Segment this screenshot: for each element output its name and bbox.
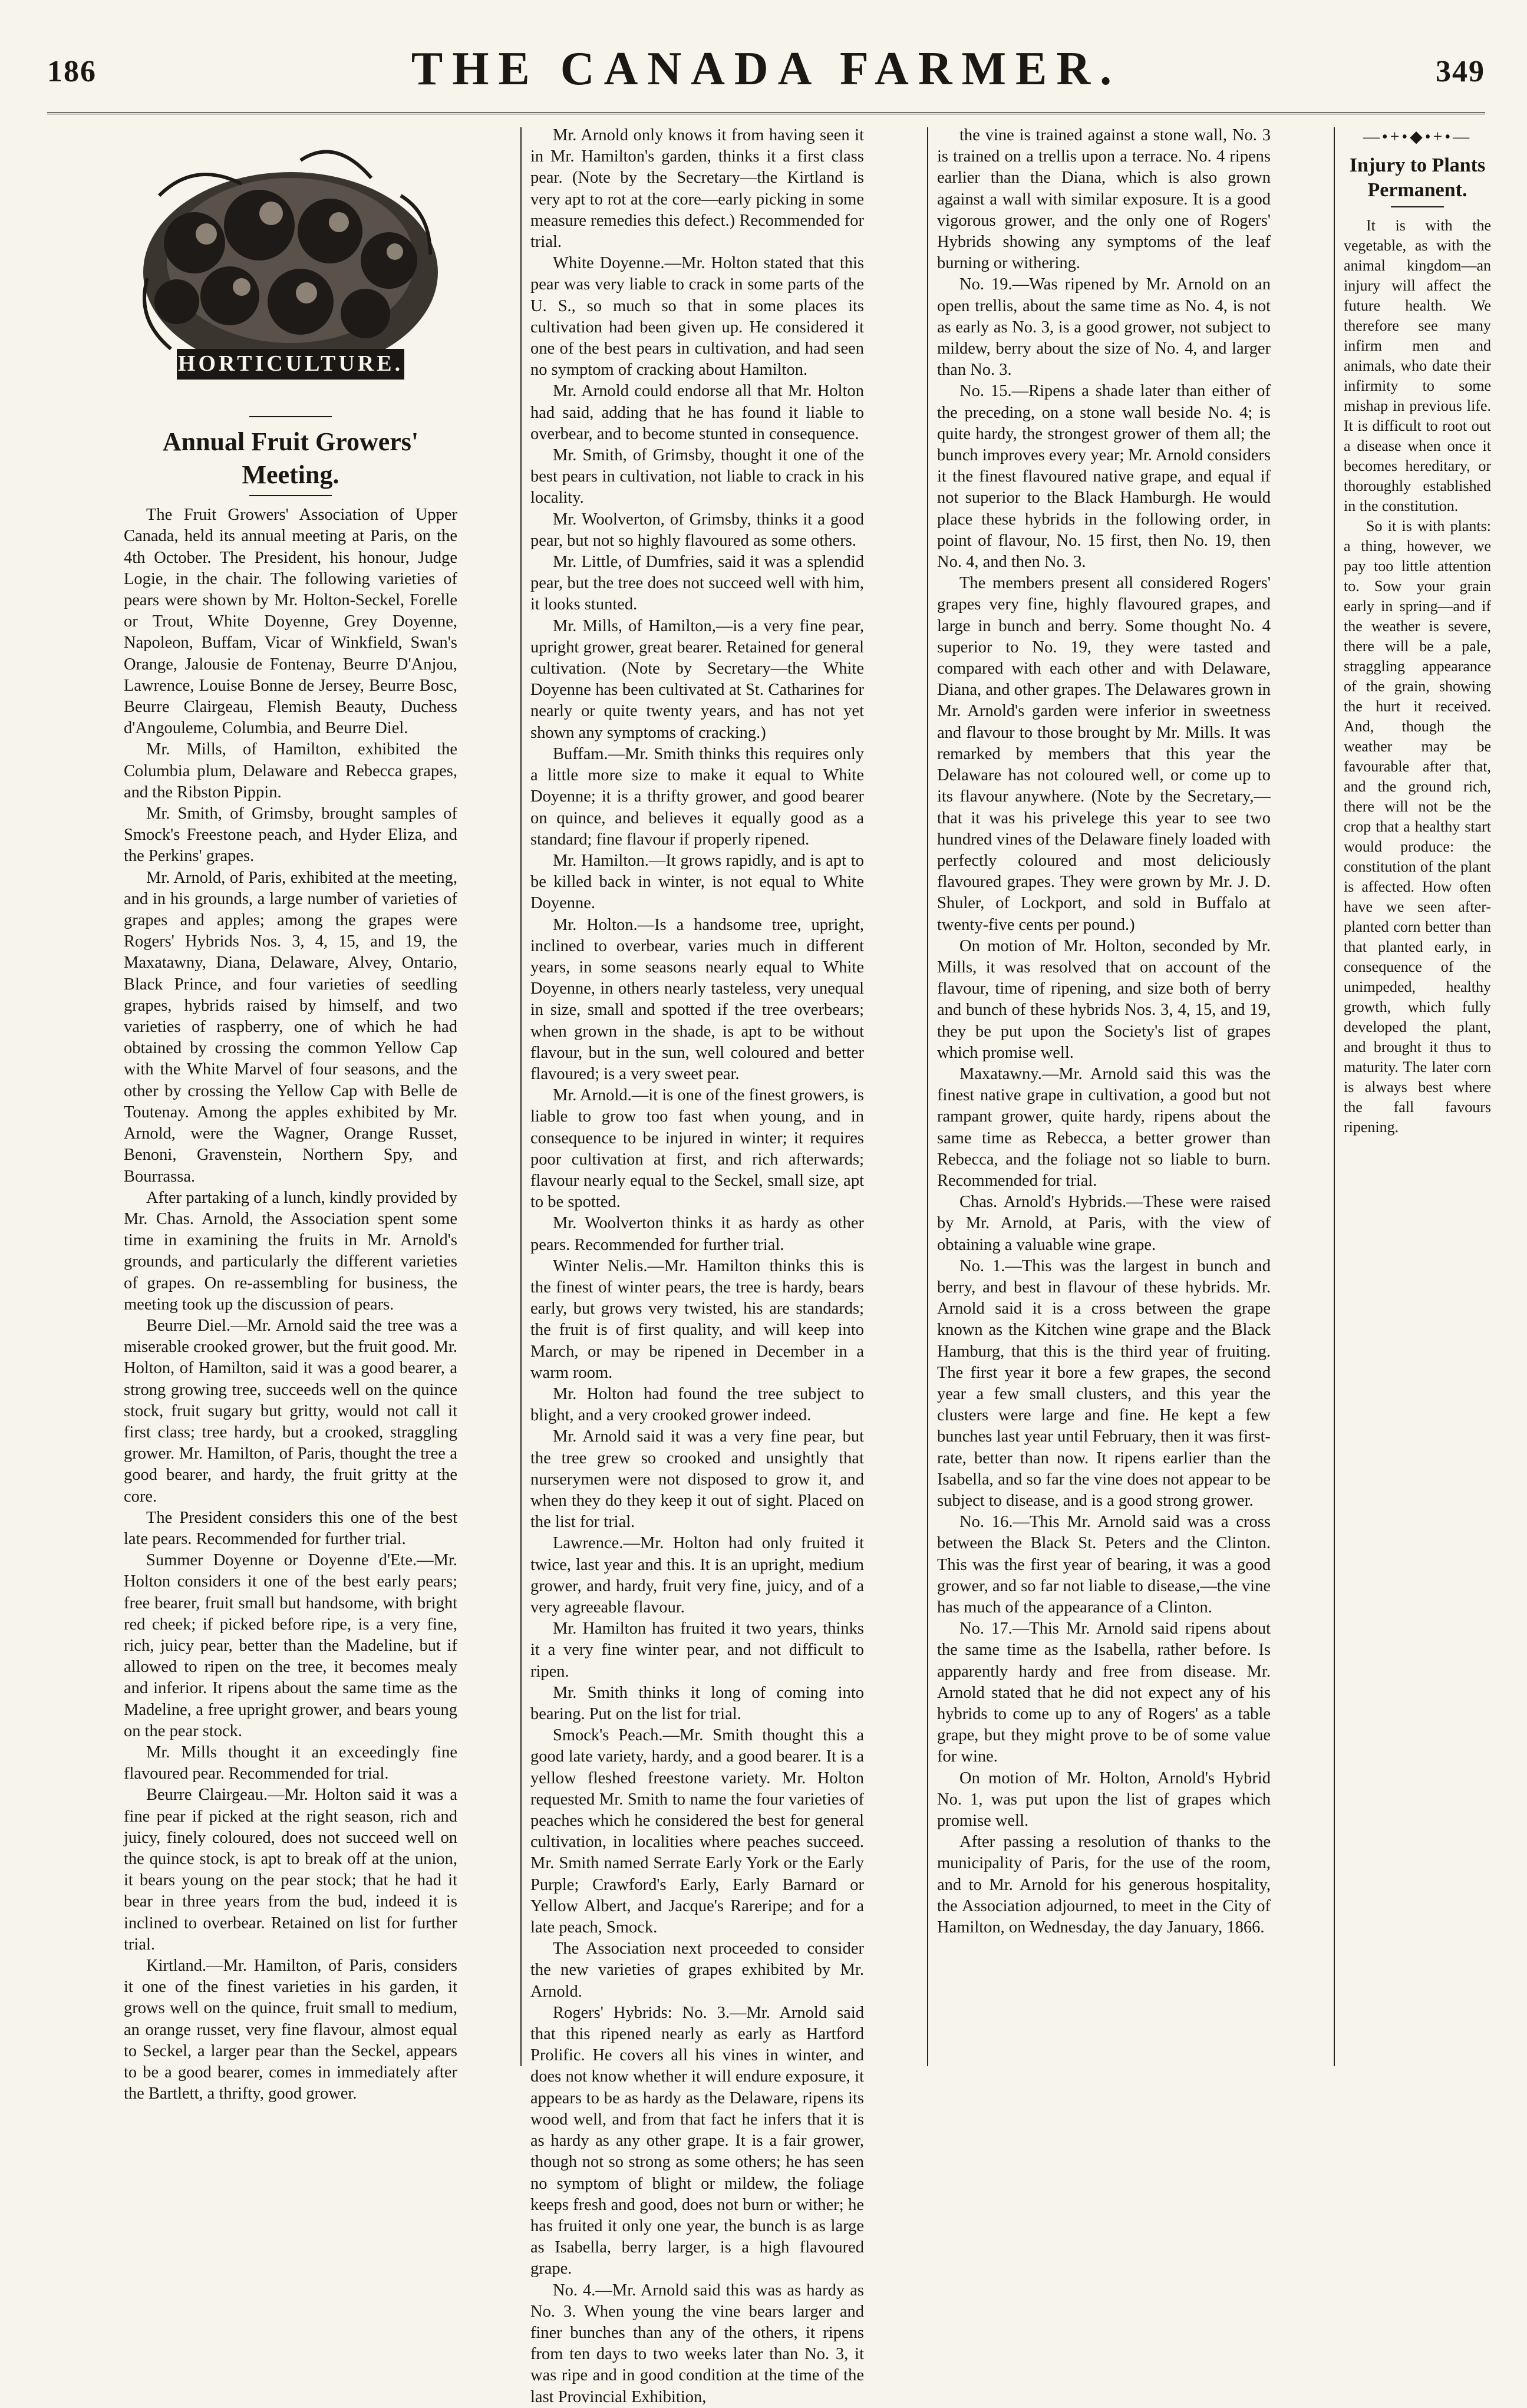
- article-paragraph: No. 16.—This Mr. Arnold said was a cross between the Black St. Peters and the Clinton. This was the first year of bearing, it was a good grower, and so far not liable to disease,—the vine has much of the appearance of a Clinton.: [937, 1513, 1271, 1617]
- article-paragraph: Mr. Smith thinks it long of coming into bearing. Put on the list for trial.: [530, 1683, 864, 1724]
- article-paragraph: Mr. Little, of Dumfries, said it was a splendid pear, but the tree does not succeed well with him, it looks stunted.: [530, 553, 864, 614]
- article-paragraph: The members present all considered Rogers' grapes very fine, highly flavoured grapes, and large in bunch and berry. Some thought No. 4 superior to No. 19, they were tasted and compared with each other and with Delaware, Diana, and other grapes. The Delawares grown in Mr. Arnold's garden were inferior in sweetness and flavour to those brought by Mr. Mills. It was remarked by members that this year the Delaware has not coloured well, or come up to its flavour anywhere. (Note by the Secretary,—that it was his privelege this year to see two hundred vines of the Delaware finely loaded with perfectly coloured and most deliciously flavoured grapes. They were grown by Mr. J. D. Shuler, of Lockport, and sold in Buffalo at twenty-five cents per pound.): [937, 574, 1271, 934]
- article-paragraph: The President considers this one of the best late pears. Recommended for further trial.: [124, 1508, 457, 1548]
- page-date-fragment: 186: [47, 55, 97, 88]
- article-paragraph: So it is with plants: a thing, however, we pay too little attention to. Sow your grain early in spring—and if the weather is severe, there will be a pale, straggling appearance of the grain, showing the hurt it received. And, though the weather may be favourable after that, and the ground rich, there will not be the crop that a healthy start would produce: the constitution of the plant is affected. How often have we seen after-planted corn better than that planted early, in consequence of the unimpeded, healthy growth, which fully developed the plant, and brought it thus to maturity. The later corn is always best where the fall favours ripening.: [1344, 517, 1491, 1136]
- article-paragraph: After partaking of a lunch, kindly provided by Mr. Chas. Arnold, the Association spent some time in examining the fruits in Mr. Arnold's grounds, and particularly the different varieties of grapes. On re-assembling for business, the meeting took up the discussion of pears.: [124, 1188, 457, 1314]
- article-paragraph: No. 1.—This was the largest in bunch and berry, and best in flavour of these hybrids. Mr. Arnold said it is a cross between the grape known as the Kitchen wine grape and the Black Hamburg, that this is the third year of fruiting. The first year it bore a few grapes, the second year a few small clusters, and this year the clusters were large and fine. He kept a few bunches last year until February, then it was first-rate, better than now. It ripens earlier than the Isabella, and so far the vine does not appear to be subject to disease, and is a good strong grower.: [937, 1256, 1271, 1510]
- article-heading: Annual Fruit Growers' Meeting.: [162, 427, 419, 490]
- article-heading: Injury to Plants Permanent.: [1349, 154, 1486, 201]
- article-paragraph: Mr. Mills thought it an exceedingly fine flavoured pear. Recommended for trial.: [124, 1743, 457, 1783]
- article-paragraph: Summer Doyenne or Doyenne d'Ete.—Mr. Holton considers it one of the best early pears; free bearer, fruit small but handsome, with bright red cheek; if picked before ripe, is a very fine, rich, juicy pear, better than the Madeline, but if allowed to ripen on the tree, it becomes mealy and inferior. It ripens about the same time as the Madeline, a free upright grower, and bears young on the pear stock.: [124, 1551, 457, 1740]
- article-paragraph: Mr. Hamilton.—It grows rapidly, and is apt to be killed back in winter, is not equal to White Doyenne.: [530, 851, 864, 913]
- column-divider: [1334, 127, 1335, 2066]
- column-divider: [520, 127, 522, 2066]
- article-paragraph: No. 15.—Ripens a shade later than either of the preceding, on a stone wall beside No. 4; is quite hardy, the strongest grower of them all; the bunch improves every year; Mr. Arnold considers it the finest flavoured native grape, and equal if not superior to the Black Hamburgh. He would place these hybrids in the following order, in point of flavour, No. 15 first, then No. 19, then No. 4, and then No. 3.: [937, 382, 1271, 572]
- article-paragraph: Mr. Woolverton, of Grimsby, thinks it a good pear, but not so highly flavoured as some others.: [530, 510, 864, 550]
- horticulture-vignette: [124, 125, 457, 402]
- article-paragraph: Mr. Arnold.—it is one of the finest growers, is liable to grow too fast when young, and in consequence to be injured in winter; it requires poor cultivation at first, and rich afterwards; flavour nearly equal to the Seckel, small size, apt to be spotted.: [530, 1086, 864, 1212]
- column-2: [530, 125, 864, 2406]
- article-paragraph: Mr. Smith, of Grimsby, thought it one of the best pears in cultivation, not liable to crack in his locality.: [530, 446, 864, 507]
- article-paragraph: No. 19.—Was ripened by Mr. Arnold on an open trellis, about the same time as No. 4, is not as early as No. 3, is a good grower, not subject to mildew, berry about the size of No. 4, and larger than No. 3.: [937, 275, 1271, 380]
- article-paragraph: Mr. Mills, of Hamilton,—is a very fine pear, upright grower, great bearer. Retained for general cultivation. (Note by Secretary—the White Doyenne has been cultivated at St. Catharines for nearly or quite twenty years, and has not yet shown any symptoms of cracking.): [530, 616, 864, 742]
- column-3: [937, 125, 1271, 2070]
- page-number: 349: [1436, 55, 1485, 88]
- article-paragraph: No. 4.—Mr. Arnold said this was as hardy as No. 3. When young the vine bears larger and finer bunches than any of the others, it ripens from ten days to two weeks later than No. 3, it was ripe and in good condition at the time of the last Provincial Exhibition,: [530, 2281, 864, 2406]
- article-paragraph: Mr. Smith, of Grimsby, brought samples of Smock's Freestone peach, and Hyder Eliza, and the Perkins' grapes.: [124, 804, 457, 866]
- article-paragraph: Chas. Arnold's Hybrids.—These were raised by Mr. Arnold, at Paris, with the view of obtaining a valuable wine grape.: [937, 1193, 1271, 1254]
- article-paragraph: Mr. Mills, of Hamilton, exhibited the Columbia plum, Delaware and Rebecca grapes, and the Ribston Pippin.: [124, 740, 457, 801]
- article-paragraph: Mr. Holton had found the tree subject to blight, and a very crooked grower indeed.: [530, 1384, 864, 1425]
- article-paragraph: Beurre Clairgeau.—Mr. Holton said it was a fine pear if picked at the right season, rich and juicy, finely coloured, does not succeed well on the quince stock, is apt to break off at the union, it bears young on the pear stock; that he had it bear in three years from the bud, indeed it is inclined to overbear. Retained on list for further trial.: [124, 1786, 457, 1954]
- article-paragraph: Maxatawny.—Mr. Arnold said this was the finest native grape in cultivation, a good but not rampant grower, quite hardy, ripens about the same time as Rebecca, a better grower than Rebecca, and the foliage not so liable to burn. Recommended for trial.: [937, 1064, 1271, 1190]
- article-paragraph: Kirtland.—Mr. Hamilton, of Paris, considers it one of the finest varieties in his garden, it grows well on the quince, fruit small to medium, an orange russet, very fine flavour, almost equal to Seckel, a larger pear than the Seckel, appears to be a good bearer, comes in immediately after the Bartlett, a thrifty, good grower.: [124, 1957, 457, 2103]
- masthead-rule: [47, 112, 1485, 114]
- article-paragraph: Mr. Arnold said it was a very fine pear, but the tree grew so crooked and unsightly that nurserymen were not disposed to grow it, and when they do they keep it out of sight. Placed on the list for trial.: [530, 1427, 864, 1532]
- newspaper-title: THE CANADA FARMER.: [411, 43, 1122, 95]
- article-paragraph: The Association next proceeded to consider the new varieties of grapes exhibited by Mr. Arnold.: [530, 1939, 864, 2001]
- heading-rule: [249, 495, 332, 496]
- article-paragraph: It is with the vegetable, as with the animal kingdom—an injury will affect the future health. We therefore see many infirm men and animals, who date their infirmity to some mishap in previous life. It is difficult to root out a disease when once it becomes hereditary, or thoroughly established in the constitution.: [1344, 217, 1491, 514]
- article-paragraph: After passing a resolution of thanks to the municipality of Paris, for the use of the room, and to Mr. Arnold for his generous hospitality, the Association adjourned, to meet in the City of Hamilton, on Wednesday, the day January, 1866.: [937, 1833, 1271, 1937]
- article-paragraph: Lawrence.—Mr. Holton had only fruited it twice, last year and this. It is an upright, medium grower, and hardy, fruit very fine, juicy, and of a very agreeable flavour.: [530, 1534, 864, 1617]
- article-paragraph: Buffam.—Mr. Smith thinks this requires only a little more size to make it equal to White Doyenne; it is a thrifty grower, and good bearer on quince, and believes it equally good as a standard; fine flavour if properly ripened.: [530, 744, 864, 849]
- article-paragraph: Mr. Hamilton has fruited it two years, thinks it a very fine winter pear, and not difficult to ripen.: [530, 1619, 864, 1681]
- column-1: [124, 125, 457, 2103]
- article-paragraph: The Fruit Growers' Association of Upper Canada, held its annual meeting at Paris, on the 4th October. The President, his honour, Judge Logie, in the chair. The following varieties of pears were shown by Mr. Holton-Seckel, Forelle or Trout, White Doyenne, Grey Doyenne, Napoleon, Buffam, Vicar of Winkfield, Swan's Orange, Jalousie de Fontenay, Beurre D'Anjou, Lawrence, Louise Bonne de Jersey, Beurre Bosc, Beurre Clairgeau, Flemish Beauty, Duchess d'Angouleme, Columbia, and Beurre Diel.: [124, 506, 457, 738]
- article-paragraph: Mr. Arnold, of Paris, exhibited at the meeting, and in his grounds, a large number of varieties of grapes and apples; among the grapes were Rogers' Hybrids Nos. 3, 4, 15, and 19, the Maxatawny, Diana, Delaware, Alvey, Ontario, Black Prince, and four varieties of seedling grapes, hybrids raised by himself, and two varieties of raspberry, one of which he had obtained by crossing the common Yellow Cap with the White Marvel of four seasons, and the other by crossing the Yellow Cap with Belle de Toutenay. Among the apples exhibited by Mr. Arnold, were the Wagner, Orange Russet, Benoni, Gravenstein, Northern Spy, and Bourrassa.: [124, 868, 457, 1186]
- article-paragraph: Mr. Arnold only knows it from having seen it in Mr. Hamilton's garden, thinks it a first class pear. (Note by the Secretary—the Kirtland is very apt to rot at the core—early picking in some measure remedies this defect.) Recommended for trial.: [530, 126, 864, 252]
- article-paragraph: On motion of Mr. Holton, seconded by Mr. Mills, it was resolved that on account of the flavour, time of ripening, and size both of berry and bunch of these hybrids Nos. 3, 4, 15, and 19, they be put upon the Society's list of grapes which promise well.: [937, 936, 1271, 1062]
- article-paragraph: Mr. Woolverton thinks it as hardy as other pears. Recommended for further trial.: [530, 1214, 864, 1254]
- heading-rule: [249, 416, 332, 417]
- section-divider-ornament: —•+•◆•+•—: [1363, 128, 1472, 146]
- article-paragraph: Mr. Arnold could endorse all that Mr. Holton had said, adding that he has found it liable to overbear, and to become stunted in consequence.: [530, 382, 864, 443]
- horticulture-banner: HORTICULTURE.: [177, 351, 404, 376]
- article-paragraph: White Doyenne.—Mr. Holton stated that this pear was very liable to crack in some parts of the U. S., so much so that in some places its cultivation had been given up. He considered it one of the best pears in cultivation, and had seen no symptom of cracking about Hamilton.: [530, 254, 864, 380]
- column-divider: [927, 127, 928, 2066]
- column-4: [1344, 125, 1491, 2070]
- article-paragraph: Mr. Holton.—Is a handsome tree, upright, inclined to overbear, varies much in different years, in some seasons nearly equal to White Doyenne, in others nearly tasteless, very unequal in size, small and spotted if the tree overbears; when grown in the shade, is apt to be without flavour, but in the sun, well coloured and better flavoured; is a very sweet pear.: [530, 915, 864, 1083]
- article-paragraph: On motion of Mr. Holton, Arnold's Hybrid No. 1, was put upon the list of grapes which promise well.: [937, 1769, 1271, 1830]
- article-paragraph: Smock's Peach.—Mr. Smith thought this a good late variety, hardy, and a good bearer. It is a yellow fleshed freestone variety. Mr. Holton requested Mr. Smith to name the four varieties of peaches which he considered the best for general cultivation, in localities where peaches succeed. Mr. Smith named Serrate Early York or the Early Purple; Crawford's Early, Early Barnard or Yellow Albert, and Jacque's Rareripe; and for a late peach, Smock.: [530, 1726, 864, 1937]
- article-paragraph: No. 17.—This Mr. Arnold said ripens about the same time as the Isabella, rather before. Is apparently hardy and free from disease. Mr. Arnold stated that he did not expect any of his hybrids to come up to any of Rogers' as a table grape, but they might prove to be of some value for wine.: [937, 1619, 1271, 1766]
- masthead: [47, 37, 1485, 125]
- article-paragraph: Rogers' Hybrids: No. 3.—Mr. Arnold said that this ripened nearly as early as Hartford Prolific. He covers all his vines in winter, and does not know whether it will endure exposure, it appears to be as hardy as the Delaware, ripens its wood well, and from that fact he infers that it is as hardy as any other grape. It is a fair grower, though not so strong as some others; he has seen no symptom of blight or mildew, the foliage keeps fresh and good, does not burn or wither; he has fruited it only one year, the bunch is as large as Isabella, berry larger, is a high flavoured grape.: [530, 2003, 864, 2278]
- article-paragraph: Beurre Diel.—Mr. Arnold said the tree was a miserable crooked grower, but the fruit good. Mr. Holton, of Hamilton, said it was a good bearer, a strong growing tree, succeeds well on the quince stock, fruit sugary but gritty, would not call it first class; tree hardy, but a crooked, straggling grower. Mr. Hamilton, of Paris, thought the tree a good bearer, and hardy, the fruit gritty at the core.: [124, 1316, 457, 1506]
- heading-rule: [1391, 206, 1444, 207]
- article-paragraph: the vine is trained against a stone wall, No. 3 is trained on a trellis upon a terrace. No. 4 ripens earlier than the Diana, which is also grown against a wall with similar exposure. It is a good vigorous grower, and the only one of Rogers' Hybrids showing any symptoms of the leaf burning or withering.: [937, 126, 1271, 273]
- article-paragraph: Winter Nelis.—Mr. Hamilton thinks this is the finest of winter pears, the tree is hardy, bears early, but grows very twisted, his are standards; the fruit is of first quality, and will keep into March, or may be ripened in December in a warm room.: [530, 1256, 864, 1382]
